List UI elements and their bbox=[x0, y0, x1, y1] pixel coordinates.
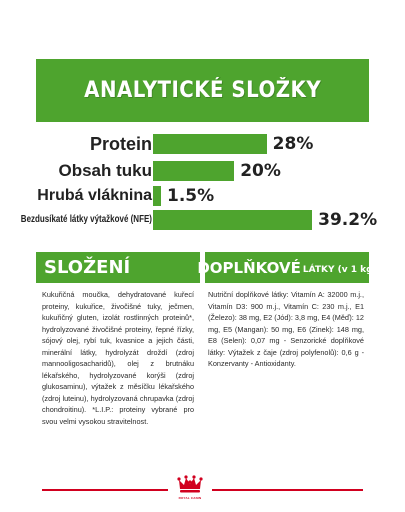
nutrition-card bbox=[20, 59, 378, 500]
chart-value-label: 1.5% bbox=[167, 186, 215, 206]
analytics-title: ANALYTICKÉ SLOŽKY bbox=[84, 78, 321, 103]
chart-row-nfe bbox=[20, 207, 378, 233]
additives-subtitle: LÁTKY (v 1 kg) bbox=[302, 264, 377, 275]
chart-label: Bezdusíkaté látky výtažkové (NFE) bbox=[20, 214, 152, 225]
chart-value-label: 28% bbox=[272, 134, 314, 154]
composition-text: Kukuřičná moučka, dehydratované kuřecí proteiny, kukuřice, živočišné tuky, ječmen, kukuřičný gluten, izolát rostlinných proteinů*, hydrolyzované živočišné proteiny, řepné řízky, sójový olej, rybí tuk, kvasnice a jejich části, minerální látky, hydrolyzát droždí (zdroj mannooligosacharidů), olej z brutnáku lékařského, hydrolyzované korýši (zdroj glukosaminu), výtažek z měsíčku lékařského (zdroj luteinu), hydrolyzovaná chrupavka (zdroj chondroitinu). *L.I.P.: proteiny vybrané pro svou velmi vysokou stravitelnost. bbox=[42, 290, 194, 426]
analytics-banner bbox=[36, 59, 369, 122]
chart-value-label: 20% bbox=[240, 161, 281, 181]
chart-value-label: 39.2% bbox=[318, 210, 378, 230]
details-section bbox=[36, 252, 377, 500]
chart-label: Obsah tuku bbox=[58, 161, 152, 180]
brand-logo-text: ROYAL CANIN bbox=[178, 496, 202, 500]
divider-line-right bbox=[212, 489, 363, 491]
additives-text: Nutriční doplňkové látky: Vitamín A: 32000 m.j., Vitamín D3: 900 m.j., Vitamín C: 230 m.j., E1 (Železo): 38 mg, E2 (Jód): 3,8 mg, E4 (Měď): 12 mg, E5 (Mangan): 50 mg, E6 (Zinek): 148 mg, E8 (Selen): 0,07 mg - Senzorické doplňkové látky: Výtažek z čaje (zdroj polyfenolů): 0,6 g - Konzervanty - Antioxidanty. bbox=[208, 290, 364, 368]
chart-row-protein bbox=[36, 131, 369, 157]
composition-title: SLOŽENÍ bbox=[44, 257, 131, 278]
composition-header bbox=[36, 252, 200, 283]
chart-bar bbox=[153, 186, 161, 206]
additives-title: DOPLŇKOVÉ bbox=[197, 258, 301, 277]
divider-line-left bbox=[42, 489, 168, 491]
chart-label: Protein bbox=[89, 134, 152, 154]
chart-row-fat bbox=[36, 158, 369, 184]
crown-logo-icon bbox=[176, 474, 204, 496]
additives-header bbox=[197, 252, 377, 283]
chart-label: Hrubá vláknina bbox=[37, 187, 152, 204]
chart-bar bbox=[153, 210, 312, 230]
chart-bar bbox=[153, 134, 267, 154]
chart-row-fiber bbox=[36, 183, 369, 209]
chart-bar bbox=[153, 161, 234, 181]
